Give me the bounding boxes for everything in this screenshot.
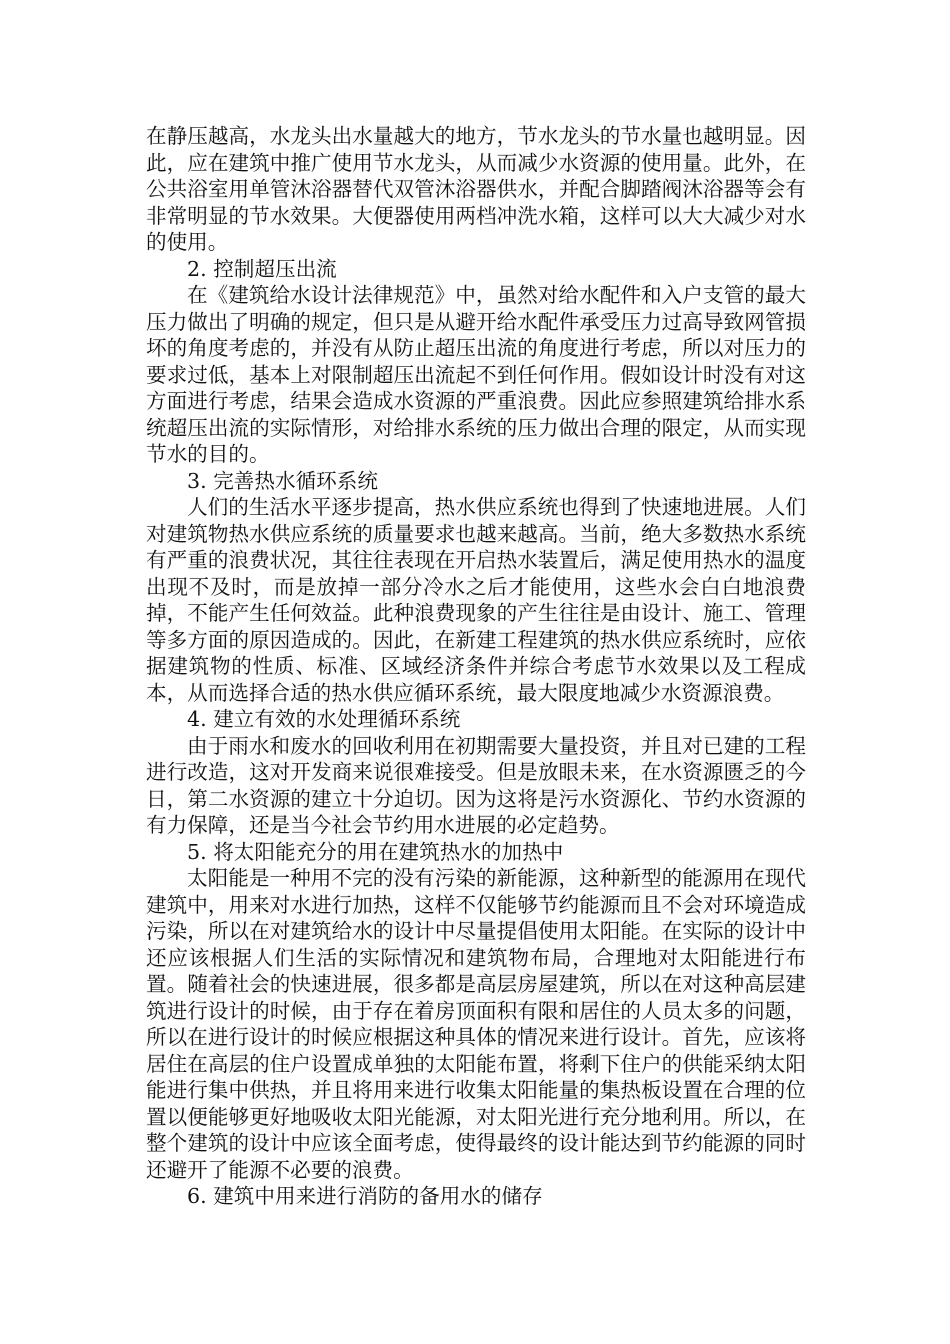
paragraph-water-recycling: 由于雨水和废水的回收利用在初期需要大量投资，并且对已建的工程进行改造，这对开发商来说很难接受。但是放眼未来，在水资源匮乏的今日，第二水资源的建立十分迫切。因为这将是污水资源化、节约水资源的有力保障，还是当今社会节约用水进展的必定趋势。 bbox=[146, 733, 806, 837]
paragraph-hot-water: 人们的生活水平逐步提高，热水供应系统也得到了快速地进展。人们对建筑物热水供应系统的质量要求也越来越高。当前，绝大多数热水系统有严重的浪费状况，其往往表现在开启热水装置后，满足使用热水的温度出现不及时，而是放掉一部分冷水之后才能使用，这些水会白白地浪费掉，不能产生任何效益。此种浪费现象的产生往往是由设计、施工、管理等多方面的原因造成的。因此，在新建工程建筑的热水供应系统时，应依据建筑物的性质、标准、区域经济条件并综合考虑节水效果以及工程成本，从而选择合适的热水供应循环系统，最大限度地减少水资源浪费。 bbox=[146, 495, 806, 705]
section-heading-5: 5. 将太阳能充分的用在建筑热水的加热中 bbox=[187, 839, 564, 864]
document-body bbox=[146, 123, 806, 1210]
section-heading-4: 4. 建立有效的水处理循环系统 bbox=[187, 707, 461, 731]
paragraph-overpressure: 在《建筑给水设计法律规范》中，虽然对给水配件和入户支管的最大压力做出了明确的规定，但只是从避开给水配件承受压力过高导致网管损坏的角度考虑的，并没有从防止超压出流的角度进行考虑，所以对压力的要求过低，基本上对限制超压出流起不到任何作用。假如设计时没有对这方面进行考虑，结果会造成水资源的严重浪费。因此应参照建筑给排水系统超压出流的实际情形，对给排水系统的压力做出合理的限定，从而实现节水的目的。 bbox=[146, 283, 806, 466]
paragraph-faucet-savings: 在静压越高，水龙头出水量越大的地方，节水龙头的节水量也越明显。因此，应在建筑中推广使用节水龙头，从而减少水资源的使用量。此外，在公共浴室用单管沐浴器替代双管沐浴器供水，并配合脚踏阀沐浴器等会有非常明显的节水效果。大便器使用两档冲洗水箱，这样可以大大减少对水的使用。 bbox=[146, 124, 806, 254]
section-heading-6: 6. 建筑中用来进行消防的备用水的储存 bbox=[187, 1184, 543, 1208]
section-heading-3: 3. 完善热水循环系统 bbox=[187, 468, 378, 493]
paragraph-solar-energy: 太阳能是一种用不完的没有污染的新能源，这种新型的能源用在现代建筑中，用来对水进行加热，这样不仅能够节约能源而且不会对环境造成污染，所以在对建筑给水的设计中尽量提倡使用太阳能。在实际的设计中还应该根据人们生活的实际情况和建筑物布局，合理地对太阳能进行布置。随着社会的快速进展，很多都是高层房屋建筑，所以在对这种高层建筑进行设计的时候，由于存在着房顶面积有限和居住的人员太多的问题，所以在进行设计的时候应根据这种具体的情况来进行设计。首先，应该将居住在高层的住户设置成单独的太阳能布置，将剩下住户的供能采纳太阳能进行集中供热，并且将用来进行收集太阳能量的集热板设置在合理的位置以便能够更好地吸收太阳光能源，对太阳光进行充分地利用。所以，在整个建筑的设计中应该全面考虑，使得最终的设计能达到节约能源的同时还避开了能源不必要的浪费。 bbox=[146, 866, 806, 1182]
section-heading-2: 2. 控制超压出流 bbox=[187, 256, 337, 281]
